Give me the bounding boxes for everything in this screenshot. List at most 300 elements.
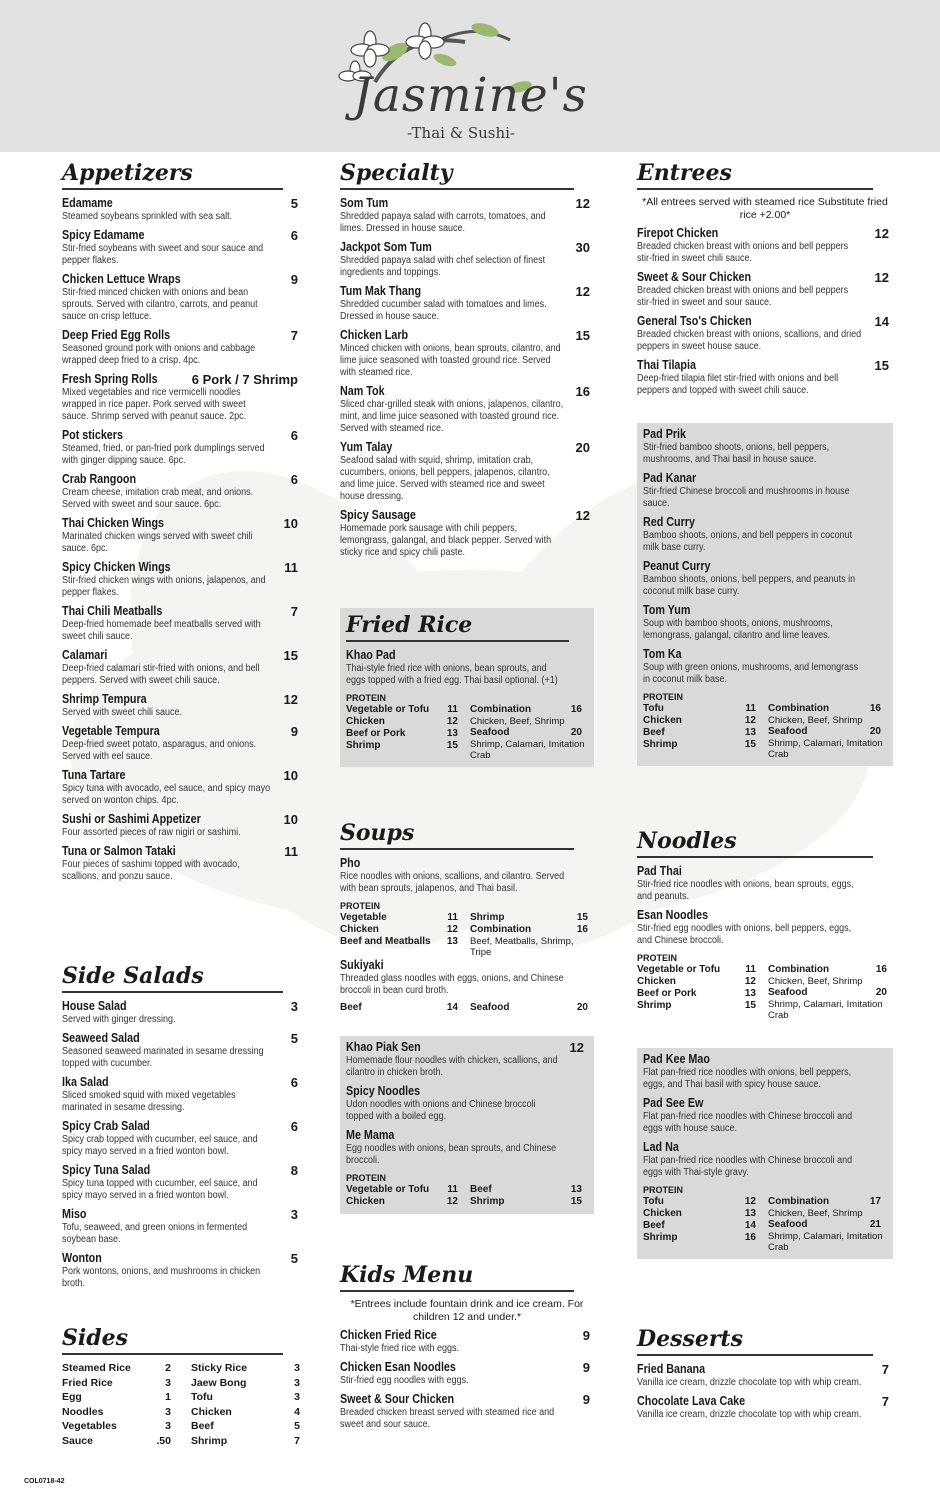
menu-item [62, 1207, 302, 1246]
protein-right-column [470, 1002, 594, 1014]
protein-row [768, 1196, 887, 1208]
item-price: 3 [290, 1207, 298, 1222]
protein-row [643, 1232, 762, 1244]
protein-heading: PROTEIN [643, 692, 684, 702]
item-description: Breaded chicken breast with onions and bell peppers stir-fried in sweet and sour sauce. [637, 285, 849, 308]
protein-row [340, 924, 464, 936]
item-price: 11 [284, 844, 298, 859]
menu-item [637, 226, 893, 265]
menu-item [340, 440, 594, 503]
menu-item [62, 768, 302, 807]
item-price: 5 [290, 1251, 298, 1266]
menu-item [340, 284, 594, 323]
protein-price: 16 [744, 1232, 756, 1243]
item-name: Chicken Fried Rice [340, 1328, 437, 1342]
menu-item [62, 1119, 302, 1158]
protein-table [643, 703, 887, 760]
protein-name: Shrimp [470, 1196, 505, 1207]
menu-item [62, 560, 302, 599]
item-description: Minced chicken with onions, bean sprouts, cilantro, and lime juice seasoned with toasted ground rice. Served with steamed rice. [340, 343, 561, 378]
protein-price: 13 [744, 988, 756, 999]
item-price: 15 [874, 358, 889, 373]
item-name: Miso [62, 1207, 87, 1221]
item-price: 10 [283, 812, 298, 827]
protein-price: 11 [745, 703, 756, 714]
item-price: 6 [290, 1119, 298, 1134]
item-name: Thai Chicken Wings [62, 516, 165, 530]
protein-right-column [470, 912, 594, 958]
protein-price: 15 [744, 739, 756, 750]
protein-price: 15 [570, 1196, 582, 1207]
protein-name: Beef and Meatballs [340, 936, 431, 947]
item-name: Sweet & Sour Chicken [340, 1392, 455, 1406]
item-description: Breaded chicken breast served with steamed rice and sweet and sour sauce. [340, 1407, 555, 1430]
protein-row [470, 727, 588, 739]
item-name: Spicy Crab Salad [62, 1119, 150, 1133]
menu-item [643, 1096, 887, 1135]
menu-item [62, 372, 302, 423]
side-row [191, 1376, 302, 1391]
protein-detail: Shrimp, Calamari, Imitation Crab [470, 739, 585, 761]
protein-price: 14 [744, 1220, 756, 1231]
item-description: Shredded cucumber salad with tomatoes and limes. Dressed in house sauce. [340, 299, 547, 322]
side-row [62, 1361, 173, 1376]
protein-detail: Beef, Meatballs, Shrimp, Tripe [470, 936, 574, 958]
side-price: 3 [165, 1405, 171, 1418]
item-name: Calamari [62, 648, 108, 662]
item-description: Seasoned ground pork with onions and cabbage wrapped deep fried to a crisp. 4pc. [62, 343, 256, 366]
protein-name: Chicken [643, 1208, 682, 1219]
item-description: Flat pan-fried rice noodles with onions, bell peppers, eggs, and Thai basil with spicy house sauce. [643, 1067, 852, 1090]
item-price: 12 [569, 1040, 584, 1055]
item-name: Chocolate Lava Cake [637, 1394, 746, 1408]
menu-item [62, 812, 302, 839]
section-note: *All entrees served with steamed rice Substitute fried rice +2.00* [642, 196, 888, 221]
item-description: Cream cheese, imitation crab meat, and onions. Served with sweet and sour sauce. 6pc. [62, 487, 254, 510]
protein-row [346, 1196, 464, 1208]
protein-price: 12 [446, 924, 458, 935]
item-name: Crab Rangoon [62, 472, 137, 486]
item-price: 14 [874, 314, 889, 329]
section-title: Kids Menu [340, 1262, 574, 1292]
item-description: Flat pan-fried rice noodles with Chinese broccoli and eggs with Thai-style gravy. [643, 1155, 853, 1178]
side-name: Fried Rice [62, 1376, 113, 1389]
protein-price: 11 [745, 964, 756, 975]
menu-item [643, 427, 887, 466]
menu-section [637, 1326, 893, 1426]
side-price: 3 [165, 1376, 171, 1389]
section-note: *Entrees include fountain drink and ice cream. For children 12 and under.* [350, 1298, 584, 1323]
menu-item [637, 908, 893, 947]
item-description: Vanilla ice cream, drizzle chocolate top with whip cream. [637, 1409, 862, 1420]
menu-item [643, 471, 887, 510]
protein-name: Combination [768, 703, 830, 714]
item-description: Deep-fried homemade beef meatballs served with sweet chili sauce. [62, 619, 261, 642]
protein-name: Shrimp [470, 912, 505, 923]
side-name: Steamed Rice [62, 1362, 131, 1374]
side-price: 7 [294, 1434, 300, 1447]
menu-item [340, 196, 594, 235]
side-name: Shrimp [191, 1434, 228, 1447]
protein-price: 16 [576, 924, 588, 935]
item-description: Breaded chicken breast with onions and bell peppers stir-fried in sweet chili sauce. [637, 241, 849, 264]
protein-name: Beef [643, 727, 665, 738]
item-name: Pho [340, 856, 361, 870]
item-name: Wonton [62, 1251, 102, 1265]
protein-row [768, 964, 893, 976]
menu-item [637, 1362, 893, 1389]
item-description: Steamed, fried, or pan-fried pork dumplings served with ginger dipping sauce. 6pc. [62, 443, 265, 466]
item-name: Tum Mak Thang [340, 284, 422, 298]
protein-name: Combination [768, 1196, 830, 1207]
section-title: Specialty [340, 160, 574, 190]
item-name: Chicken Lettuce Wraps [62, 272, 181, 286]
protein-name: Seafood [768, 1219, 808, 1230]
menu-item [62, 604, 302, 643]
side-row [191, 1434, 302, 1449]
item-price: 12 [874, 226, 889, 241]
item-price: 6 [290, 228, 298, 243]
item-name: Pad Kanar [643, 471, 697, 485]
protein-detail: Chicken, Beef, Shrimp [470, 716, 565, 727]
item-description: Threaded glass noodles with eggs, onions, and Chinese broccoli in bean curd broth. [340, 973, 564, 996]
protein-row [643, 1196, 762, 1208]
item-description: Seasoned seaweed marinated in sesame dressing topped with cucumber. [62, 1046, 264, 1069]
menu-section [340, 1036, 594, 1214]
protein-name: Shrimp [637, 1000, 672, 1011]
protein-name: Combination [470, 924, 532, 935]
item-name: Pot stickers [62, 428, 123, 442]
protein-row [340, 1002, 464, 1014]
side-row [62, 1390, 173, 1405]
menu-item [637, 270, 893, 309]
section-title: Soups [340, 820, 574, 850]
item-name: Pad Prik [643, 427, 687, 441]
protein-price: 17 [869, 1196, 881, 1207]
protein-heading: PROTEIN [340, 901, 381, 911]
protein-price: 20 [570, 727, 582, 738]
item-price: 7 [290, 604, 298, 619]
side-row [191, 1390, 302, 1405]
item-price: 9 [290, 272, 298, 287]
item-name: Chicken Larb [340, 328, 409, 342]
brand-tagline: -Thai & Sushi- [407, 124, 515, 142]
protein-name: Shrimp [643, 739, 678, 750]
item-name: Spicy Chicken Wings [62, 560, 171, 574]
item-name: Vegetable Tempura [62, 724, 160, 738]
item-price: 10 [283, 768, 298, 783]
section-title: Side Salads [62, 963, 283, 993]
item-description: Served with ginger dressing. [62, 1014, 176, 1025]
protein-name: Chicken [643, 715, 682, 726]
protein-right-column [470, 1184, 588, 1208]
protein-left-column [340, 1002, 464, 1014]
protein-left-column [346, 704, 464, 761]
item-name: Ika Salad [62, 1075, 109, 1089]
item-name: Pad Thai [637, 864, 682, 878]
protein-name: Combination [768, 964, 830, 975]
item-description: Udon noodles with onions and Chinese broccoli topped with a boiled egg. [346, 1099, 536, 1122]
menu-item [62, 1163, 302, 1202]
sides-table [62, 1361, 302, 1448]
item-price: 30 [575, 240, 590, 255]
side-name: Vegetables [62, 1420, 117, 1432]
item-name: Som Tum [340, 196, 389, 210]
menu-section [62, 963, 302, 1295]
protein-price: 16 [869, 703, 881, 714]
protein-row [470, 704, 588, 716]
item-name: Thai Chili Meatballs [62, 604, 163, 618]
menu-item [62, 272, 302, 323]
item-price: 15 [283, 648, 298, 663]
protein-price: 12 [446, 1196, 458, 1207]
protein-name: Beef or Pork [637, 988, 697, 999]
protein-name: Combination [470, 704, 532, 715]
protein-price: 11 [447, 704, 458, 715]
item-description: Sliced char-grilled steak with onions, jalapenos, cilantro, mint, and lime juice seasoned with toasted ground rice. Served with steamed rice. [340, 399, 564, 434]
item-name: Spicy Tuna Salad [62, 1163, 151, 1177]
item-price: 7 [881, 1362, 889, 1377]
menu-section [637, 160, 893, 402]
menu-item [340, 1392, 594, 1431]
side-row [191, 1419, 302, 1434]
menu-item [62, 516, 302, 555]
protein-heading: PROTEIN [643, 1185, 684, 1195]
menu-item [643, 1052, 887, 1091]
protein-row [643, 703, 762, 715]
item-description: Stir-fried egg noodles with eggs. [340, 1375, 469, 1386]
menu-section [340, 608, 594, 767]
item-name: Jackpot Som Tum [340, 240, 432, 254]
menu-item [340, 1328, 594, 1355]
item-name: Tuna Tartare [62, 768, 126, 782]
side-price: 3 [294, 1391, 300, 1403]
item-description: Sliced smoked squid with mixed vegetables marinated in sesame dressing. [62, 1090, 236, 1113]
side-price: .50 [156, 1434, 171, 1447]
protein-row [340, 912, 464, 924]
menu-item [340, 1360, 594, 1387]
side-price: 5 [294, 1420, 300, 1432]
menu-section [62, 1325, 302, 1448]
protein-heading: PROTEIN [637, 953, 678, 963]
menu-section [340, 1262, 594, 1436]
item-name: Khao Piak Sen [346, 1040, 421, 1054]
item-name: Pad Kee Mao [643, 1052, 710, 1066]
item-description: Stir-fried soybeans with sweet and sour sauce and pepper flakes. [62, 243, 264, 266]
protein-left-column [637, 964, 762, 1021]
item-description: Marinated chicken wings served with sweet chili sauce. 6pc. [62, 531, 253, 554]
item-price: 5 [290, 196, 298, 211]
protein-row [643, 727, 762, 739]
protein-name: Tofu [643, 1196, 664, 1207]
protein-table [340, 1002, 594, 1014]
menu-section [340, 820, 594, 1014]
item-description: Deep-fried sweet potato, asparagus, and onions. Served with eel sauce. [62, 739, 257, 762]
item-description: Spicy tuna with avocado, eel sauce, and spicy mayo served on wonton chips. 4pc. [62, 783, 271, 806]
protein-row [768, 987, 893, 999]
protein-row [346, 1184, 464, 1196]
menu-item [62, 328, 302, 367]
menu-item [637, 314, 893, 353]
protein-right-column [768, 964, 893, 1021]
protein-row [768, 703, 887, 715]
item-name: Spicy Edamame [62, 228, 145, 242]
footer-code: COL0718-42 [24, 1478, 65, 1485]
side-row [191, 1405, 302, 1420]
item-price: 6 [290, 472, 298, 487]
side-price: 2 [165, 1362, 171, 1374]
side-row [62, 1434, 173, 1449]
protein-row [346, 716, 464, 728]
item-description: Spicy tuna topped with cucumber, eel sauce, and spicy mayo served in a fried wonton bowl. [62, 1178, 258, 1201]
protein-name: Vegetable or Tofu [637, 964, 721, 975]
side-price: 4 [294, 1405, 300, 1418]
protein-price: 16 [875, 964, 887, 975]
protein-row [637, 988, 762, 1000]
protein-row [470, 924, 594, 936]
side-price: 3 [165, 1420, 171, 1432]
protein-row [637, 1000, 762, 1012]
menu-item [62, 196, 302, 223]
item-name: Firepot Chicken [637, 226, 719, 240]
item-name: Sweet & Sour Chicken [637, 270, 752, 284]
side-name: Sticky Rice [191, 1362, 248, 1374]
protein-row [470, 912, 594, 924]
item-description: Breaded chicken breast with onions, scallions, and dried peppers in sweet house sauce. [637, 329, 862, 352]
protein-price: 14 [446, 1002, 458, 1013]
protein-name: Vegetable [340, 912, 387, 923]
item-price: 3 [290, 999, 298, 1014]
item-name: Tom Ka [643, 647, 682, 661]
item-description: Deep-fried tilapia filet stir-fried with onions and bell peppers and topped with sweet chili sauce. [637, 373, 839, 396]
protein-name: Seafood [470, 727, 510, 738]
menu-item [340, 856, 594, 895]
protein-name: Chicken [346, 1196, 385, 1207]
item-description: Thai-style fried rice with onions, bean sprouts, and eggs topped with a fried egg. Thai basil optional. (+1) [346, 663, 558, 686]
protein-price: 11 [447, 912, 458, 923]
protein-name: Shrimp [643, 1232, 678, 1243]
brand-name: Jasmine's [353, 68, 588, 123]
protein-name: Chicken [346, 716, 385, 727]
protein-right-column [768, 703, 887, 760]
item-description: Flat pan-fried rice noodles with Chinese broccoli and eggs with house sauce. [643, 1111, 853, 1134]
item-description: Vanilla ice cream, drizzle chocolate top with whip cream. [637, 1377, 862, 1388]
sides-column [62, 1361, 173, 1448]
protein-price: 15 [576, 912, 588, 923]
side-row [191, 1361, 302, 1376]
item-price: 9 [290, 724, 298, 739]
protein-price: 12 [446, 716, 458, 727]
menu-item [643, 647, 887, 686]
item-price: 12 [575, 508, 590, 523]
protein-name: Seafood [768, 726, 808, 737]
protein-detail: Shrimp, Calamari, Imitation Crab [768, 1231, 883, 1253]
protein-left-column [643, 1196, 762, 1253]
protein-price: 13 [570, 1184, 582, 1195]
protein-price: 21 [869, 1219, 881, 1230]
item-name: Spicy Noodles [346, 1084, 421, 1098]
menu-item [643, 603, 887, 642]
protein-name: Seafood [470, 1002, 510, 1013]
protein-name: Beef [340, 1002, 362, 1013]
protein-row [470, 1196, 588, 1208]
menu-section [637, 828, 893, 1021]
protein-price: 15 [744, 1000, 756, 1011]
sides-column [191, 1361, 302, 1448]
menu-item [637, 1394, 893, 1421]
item-price: 6 [290, 1075, 298, 1090]
item-name: Yum Talay [340, 440, 393, 454]
protein-heading: PROTEIN [346, 1173, 387, 1183]
menu-item [346, 1128, 588, 1167]
protein-row [470, 1184, 588, 1196]
protein-detail: Shrimp, Calamari, Imitation Crab [768, 738, 883, 760]
protein-name: Beef [643, 1220, 665, 1231]
protein-row [346, 728, 464, 740]
section-title: Sides [62, 1325, 283, 1355]
protein-name: Vegetable or Tofu [346, 1184, 430, 1195]
protein-detail: Chicken, Beef, Shrimp [768, 1208, 863, 1219]
item-name: Khao Pad [346, 648, 396, 662]
side-name: Tofu [191, 1391, 213, 1403]
menu-item [62, 648, 302, 687]
menu-item [62, 1075, 302, 1114]
item-name: Esan Noodles [637, 908, 709, 922]
protein-price: 13 [744, 1208, 756, 1219]
item-name: Sushi or Sashimi Appetizer [62, 812, 201, 826]
side-name: Noodles [62, 1405, 104, 1418]
item-description: Soup with bamboo shoots, onions, mushrooms, lemongrass, galangal, cilantro and lime leaves. [643, 618, 833, 641]
menu-item [62, 428, 302, 467]
item-description: Steamed soybeans sprinkled with sea salt. [62, 211, 233, 222]
protein-detail: Chicken, Beef, Shrimp [768, 976, 863, 987]
item-price: 5 [290, 1031, 298, 1046]
side-price: 1 [165, 1391, 171, 1403]
protein-name: Chicken [340, 924, 379, 935]
item-name: Deep Fried Egg Rolls [62, 328, 171, 342]
item-description: Stir-fried egg noodles with onions, bell peppers, eggs, and Chinese broccoli. [637, 923, 852, 946]
item-price: 9 [582, 1360, 590, 1375]
item-name: Fresh Spring Rolls [62, 372, 158, 386]
item-price: 12 [575, 196, 590, 211]
protein-price: 20 [875, 987, 887, 998]
side-row [62, 1405, 173, 1420]
protein-price: 12 [744, 715, 756, 726]
item-price: 12 [575, 284, 590, 299]
item-description: Spicy crab topped with cucumber, eel sauce, and spicy mayo served in a fried wonton bowl. [62, 1134, 258, 1157]
menu-item [643, 559, 887, 598]
item-description: Stir-fried bamboo shoots, onions, bell peppers, mushrooms, and Thai basil in house sauce. [643, 442, 830, 465]
menu-item [340, 384, 594, 435]
item-name: House Salad [62, 999, 127, 1013]
menu-item [346, 1040, 588, 1079]
protein-table [340, 912, 594, 958]
item-price: 7 [290, 328, 298, 343]
item-name: Thai Tilapia [637, 358, 696, 372]
side-name: Sauce [62, 1434, 93, 1447]
protein-name: Tofu [643, 703, 664, 714]
side-row [62, 1376, 173, 1391]
menu-item [637, 358, 893, 397]
protein-row [643, 715, 762, 727]
item-price: 9 [582, 1392, 590, 1407]
menu-item [340, 958, 594, 997]
item-price: 20 [575, 440, 590, 455]
protein-left-column [643, 703, 762, 760]
protein-name: Chicken [637, 976, 676, 987]
protein-price: 20 [869, 726, 881, 737]
item-description: Served with sweet chili sauce. [62, 707, 183, 718]
